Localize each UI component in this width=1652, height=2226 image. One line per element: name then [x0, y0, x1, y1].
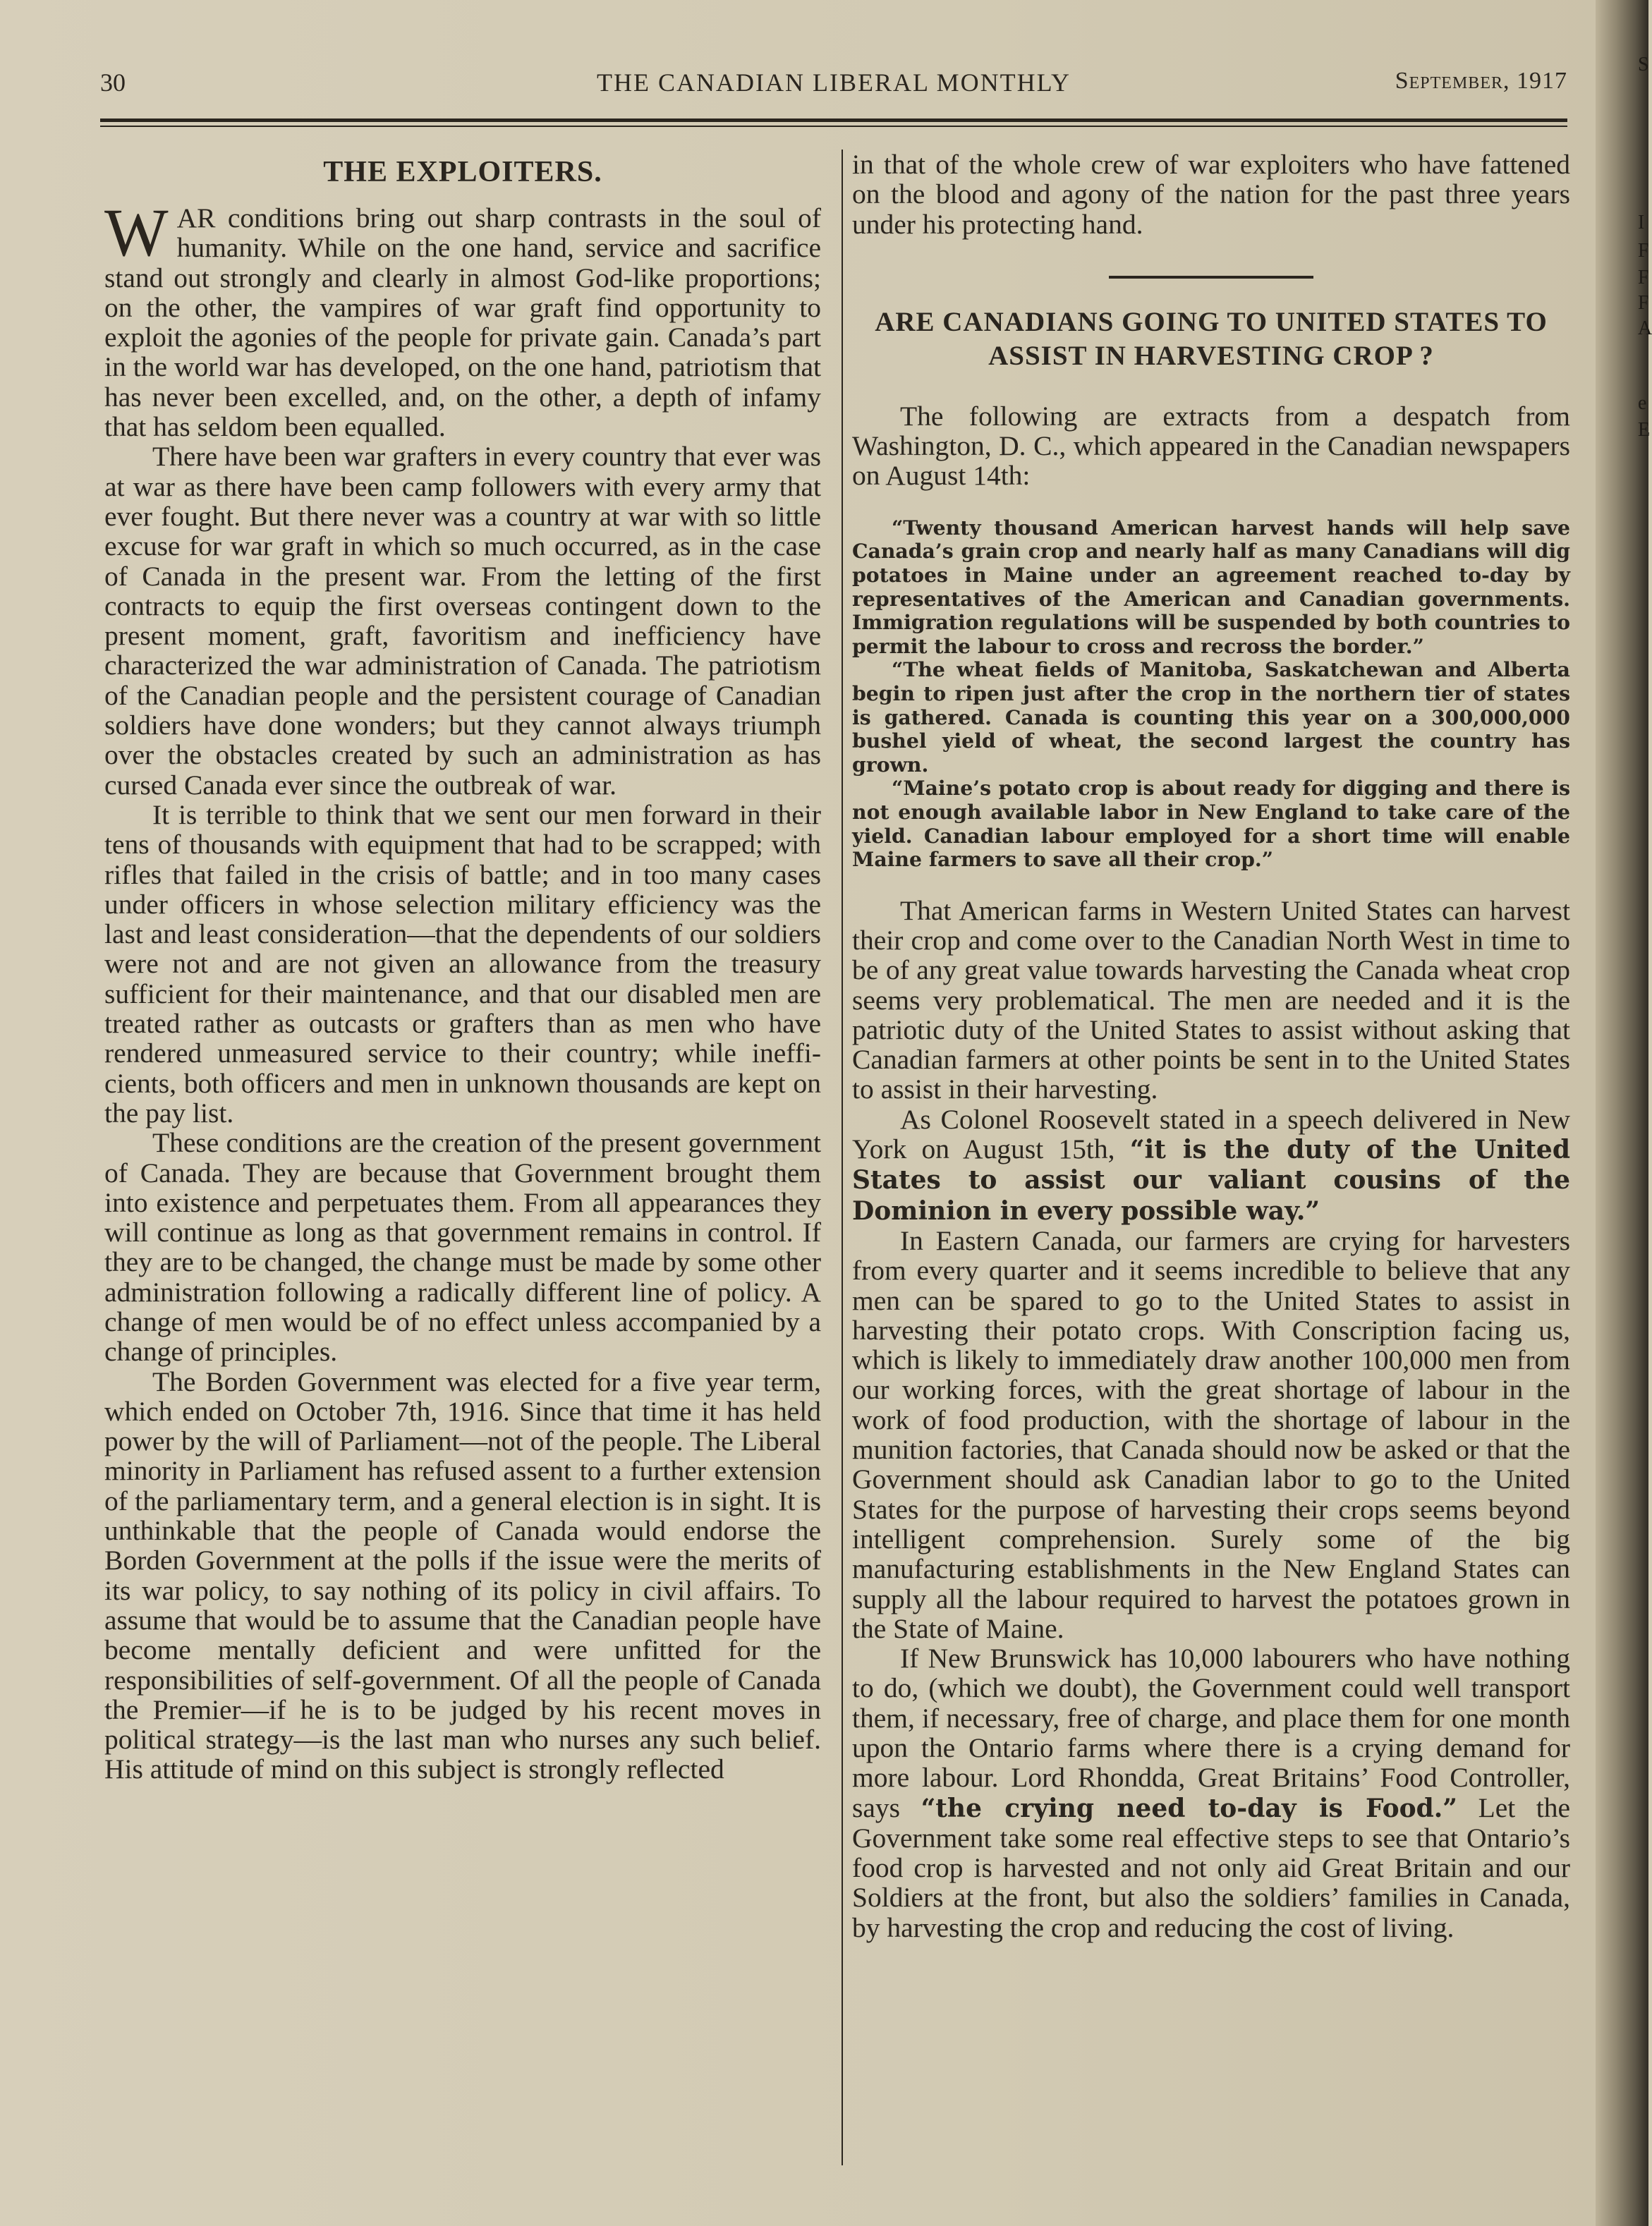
margin-letter: I [1638, 212, 1645, 233]
article-paragraph-4: These conditions are the creation of the present government of Canada. They are because that Government brought them into existence and perpetuates them. From all appearances they will continue as long as that government remains in control. If they are to be changed, the change must be made by some other administration following a radically different line of policy. A change of men would be of no effect unless accompanied by a change of principles. [104, 1127, 821, 1368]
article-paragraph-2: There have been war grafters in every country that ever was at war as there have been camp followers with every army that ever fought. But there never was a country at war with so little excuse for war graft in which so much occurred, as in the case of Canada in the present war. From the letting of the first contracts to equip the first overseas contingent down to the present moment, graft, favoritism and inefficiency have characterized the war administration of Canada. The patriotism of the Canadian people and the persistent courage of Canadian soldiers have done wonders; but they cannot always triumph over the obstacles created by such an administration as has cursed Canada ever since the outbreak of war. [104, 441, 821, 801]
paragraph-text: Let the Government take some real effective steps to see that Ontario’s food crop is harvested and not only aid Great Britain and our Soldiers at the front, but also the soldiers’ families in Canada, by harvesting the crop and reducing the cost of living. [852, 1792, 1571, 1943]
roosevelt-quote: “it is the duty of the United States to assist our valiant cousins of the Dominion in every possible way.” [852, 1135, 1570, 1226]
harvest-paragraph-4 [852, 1643, 1570, 1942]
header-rule-thick [100, 118, 1567, 122]
harvest-paragraph-2 [852, 1105, 1570, 1226]
article-paragraph-1 [104, 195, 821, 443]
quote-paragraph-3: “Maine’s potato crop is about ready for digging and there is not enough available labor in New England to take care of the yield. Canadian labour employed for a short time will enable Maine farmers to save all their crop.” [852, 776, 1570, 872]
article-headline-harvest: ARE CANADIANS GOING TO UNITED STATES TO ASSIST IN HARVESTING CROP ? [875, 306, 1548, 371]
quote-paragraph-2: “The wheat fields of Manitoba, Saskatchewan and Alberta begin to ripen just after the crop in the northern tier of states is gathered. Canada is counting this year on a 300,000,000 bushel yield of wheat, the second largest the country has grown. [852, 657, 1570, 777]
quote-paragraph-1: “Twenty thousand American harvest hands will help save Canada’s grain crop and nearly half as many Canadians will dig potatoes in Maine under an agreement reached to-day by representatives of the American and Canadian governments. Immigration regulations will be suspended by both countries to permit the labour to cross and recross the border.” [852, 515, 1570, 658]
right-column [852, 150, 1570, 1942]
rhondda-quote: “the crying need to-day is Food.” [921, 1793, 1457, 1823]
left-column [104, 150, 821, 1784]
margin-letter: A [1638, 317, 1652, 339]
drop-cap: W [104, 195, 169, 270]
harvest-paragraph-3: In Eastern Canada, our farmers are crying for harvesters from every quarter and it seems incredible to believe that any men can be spared to go to the United States to assist in harvesting their potato crops. With Conscription facing us, which is likely to immediately draw another 100,000 men from our working forces, with the great shortage of labour in the work of food production, with the shortage of labour in the munition factories, that Canada should now be asked or that the Government should ask Canadian labor to go to the United States for the purpose of harvesting their crops seems beyond intelligent comprehension. Surely some of the big manufacturing establishments in the New England States can supply all the labour required to harvest the potatoes grown in the State of Maine. [852, 1224, 1570, 1644]
running-title: THE CANADIAN LIBERAL MONTHLY [597, 68, 1071, 97]
issue-date: September, 1917 [1395, 68, 1567, 94]
page-number: 30 [100, 68, 126, 97]
article-paragraph-5: The Borden Government was elected for a five year term, which ended on October 7th, 1916. Since that time it has held power by the will of Parliament—not of the people. The Liberal minority in Parliament has refused assent to a further extension of the parliamentary term, and a general election is in sight. It is unthinkable that the people of Canada would endorse the Borden Government at the polls if the issue were the merits of its war policy, to say nothing of its policy in civil affairs. To assume that would be to assume that the Canadian people have become mentally deficient and were unfitted for the responsibilities of self-government. Of all the people of Canada the Premier—if he is to be judged by his recent moves in political strategy—is the last man who nurses any such belief. His attitude of mind on this subject is strongly reflected [104, 1366, 821, 1785]
article-paragraph-3: It is terrible to think that we sent our men forward in their tens of thousands with equipment that had to be scrapped; with rifles that failed in the crisis of battle; and in too many cases under officers in whose selection military efficiency was the last and least consideration—that the dependents of our soldiers were not and are not given an allowance from the treasury sufficient for their maintenance, and that our disabled men are treated rather as outcasts or grafters than as men who have rendered unmeasured service to their country; while inefficients, both officers and men in unknown thousands are kept on the pay list. [104, 798, 821, 1129]
page-header [100, 68, 1567, 102]
margin-letter: F [1638, 292, 1649, 314]
margin-letter: S [1638, 54, 1649, 75]
paragraph-text: As Colonel Roosevelt stated in a speech delivered in New York on August 15th, [852, 1103, 1570, 1165]
harvest-paragraph-1: That American farms in Western United States can harvest their crop and come over to the Canadian North West in time to be of any great value towards harvesting the Canada wheat crop seems very problematical. The men are needed and it is the patriotic duty of the United States to assist without asking that Canadian farmers at other points be sent in to the United States to assist in their harvesting. [852, 894, 1570, 1105]
article-continuation: in that of the whole crew of war exploiters who have fattened on the blood and agony of the nation for the past three years under his protecting hand. [852, 149, 1570, 240]
paragraph-text: AR conditions bring out sharp contrasts in the soul of humanity. While on the one hand, service and sacrifice stand out strongly and clearly in almost God-like proportions; on the other, the vampires of war graft find opportunity to exploit the agonies of the people for private gain. Canada’s part in the world war has developed, on the one hand, patriotism that has never been excelled, and, on the other, a depth of infamy that has seldom been equalled. [104, 202, 821, 443]
paragraph-text: If New Brunswick has 10,000 labourers who have nothing to do, (which we doubt), the Government could well transport them, if necessary, free of charge, and place them for one month upon the Ontario farms where there is a crying demand for more labour. Lord Rhondda, Great Britains’ Food Controller, says [852, 1643, 1570, 1823]
margin-letter: F [1638, 267, 1649, 288]
margin-letter: E [1638, 419, 1651, 441]
article-divider [1109, 276, 1313, 279]
margin-letter: F [1638, 240, 1649, 262]
harvest-intro: The following are extracts from a despatch from Washington, D. C., which appeared in the Canadian newspapers on August 14th: [852, 400, 1570, 492]
column-divider [842, 150, 843, 2165]
margin-letter: e [1638, 392, 1647, 414]
despatch-extract [852, 516, 1570, 872]
header-rule-thin [100, 126, 1567, 127]
article-headline-exploiters: THE EXPLOITERS. [323, 156, 602, 188]
